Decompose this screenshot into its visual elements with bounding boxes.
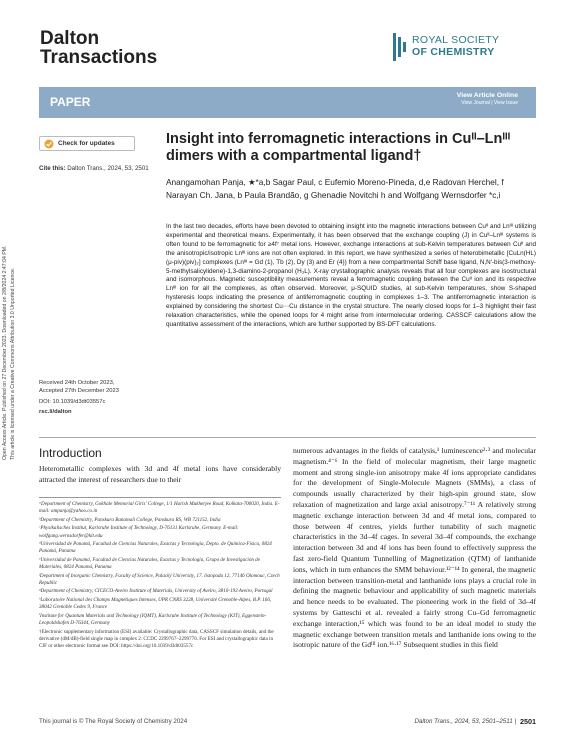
section-divider xyxy=(39,437,536,438)
article-dates xyxy=(39,379,159,417)
introduction-heading: Introduction xyxy=(39,446,102,460)
publisher-name xyxy=(412,34,499,58)
author-list: Anangamohan Panja, ★*a,b Sagar Paul, c Eufemio Moreno-Pineda, d,e Radovan Herchel, f Narayan Ch. Jana, b Paula Brandão, g Ghenadie Novitchi h and Wolfgang Wernsdorfer *c,i xyxy=(166,177,504,200)
check-for-updates-button[interactable] xyxy=(39,136,135,151)
affiliation-item: ᵈUniversidad de Panamá, Facultad de Ciencias Naturales, Exactas y Tecnología, Depto. de Química-Física, 0824 Panamá, Panama xyxy=(39,541,272,555)
open-access-line-2: This article is licensed under a Creative Commons Attribution 3.0 Unported Licence. xyxy=(10,267,16,460)
rsc-mark-icon xyxy=(392,33,406,61)
check-for-updates-label: Check for updates xyxy=(58,140,115,147)
view-article-online-link[interactable]: View Article Online xyxy=(456,92,518,99)
affiliation-item: ʰLaboratoire National des Champs Magnétiques Intenses, UPR CNRS 3228, Université Grenoble-Alpes, B.P. 166, 38042 Grenoble Cedex 9, France xyxy=(39,596,272,611)
cite-label: Cite this: xyxy=(39,165,66,172)
affiliation-item: ᶠDepartment of Inorganic Chemistry, Faculty of Science, Palacký University, 17. listopadu 12, 77146 Olomouc, Czech Republic xyxy=(39,572,280,587)
affiliation-item: ᵉUniversidad de Panamá, Facultad de Ciencias Naturales, Exactas y Tecnología, Grupo de Investigación de Materiales, 0824 Panamá, Panama xyxy=(39,556,260,571)
journal-name[interactable] xyxy=(40,29,157,67)
affiliation-item: ᵃDepartment of Chemistry, Gokhale Memorial Girls' College, 1/1 Harish Mukherjee Road, Kolkata-700020, India. E-mail: ampanja@yahoo.co.in xyxy=(39,501,280,515)
accepted-date: Accepted 27th December 2023 xyxy=(39,388,119,395)
cite-text: Dalton Trans., 2024, 53, 2501 xyxy=(67,165,149,172)
open-access-line-1: Open Access Article. Published on 27 December 2023. Downloaded on 2/8/2024 2:47:04 PM. xyxy=(2,245,8,460)
check-updates-icon xyxy=(44,139,54,149)
banner-links xyxy=(457,92,518,106)
affiliation-list xyxy=(39,501,281,652)
copyright-notice: This journal is © The Royal Society of Chemistry 2024 xyxy=(39,718,188,725)
publisher-logo[interactable] xyxy=(392,31,534,65)
received-date: Received 24th October 2023, xyxy=(39,380,115,386)
affiliation-item: ᵍDepartment of Chemistry, CICECO-Aveiro Institute of Materials, University of Aveiro, 3810-193 Aveiro, Portugal xyxy=(39,588,273,595)
affiliation-item: ⁱInstitute for Quantum Materials and Technology (IQMT), Karlsruhe Institute of Technology (KIT), Eggenstein-Leopoldshafen D-76344, Germany xyxy=(39,612,267,627)
publisher-line-1: ROYAL SOCIETY xyxy=(412,34,500,46)
affiliation-item: ᵇDepartment of Chemistry, Panskura Banamali College, Panskura RS, WB 721152, India xyxy=(39,516,221,523)
article-title: Insight into ferromagnetic interactions in Cuᴵᴵ–Lnᴵᴵᴵ dimers with a compartmental ligand† xyxy=(166,131,511,164)
journal-name-line-1: Dalton xyxy=(40,28,100,49)
open-access-note xyxy=(2,245,20,460)
journal-issue-links[interactable]: View Journal | View Issue xyxy=(461,100,518,106)
journal-name-line-2: Transactions xyxy=(40,47,158,68)
journal-citation: Dalton Trans., 2024, 53, 2501–2511 | xyxy=(414,718,516,725)
introduction-text-right: numerous advantages in the fields of catalysis,¹ luminescence²·³ and molecular magnetism.⁴⁻⁶ In the field of molecular magnetism, their large magnetic moment and strong single-ion anisotropy make 4f ions appropriate candidates for the development of Single-Molecule Magnets (SMMs), a class of compounds usually characterized by their high-spin ground state, slow relaxation of magnetization and large axial anisotropy.⁷⁻¹¹ A relatively strong magnetic exchange interaction between 3d and 4f metal ions, compared to those between 4f centres, yields further tunability of such magnetic characteristics in the 3d–4f cages. In several 3d–4f compounds, the exchange interaction between 3d and 4f ions has been found to effectively suppress the fast zero-field Quantum Tunnelling of Magnetization (QTM) of lanthanide ions, which in turn enhances the SMM behaviour.¹²⁻¹⁴ In general, the magnetic interaction between transition-metal and lanthanide ions plays a crucial role in defining the magnetic behaviour and applicability of such magnetic materials and hence needs to be evaluated. The pioneering work in the field of 3d–4f systems by Gatteschi et al. revealed a fairly strong Cu–Gd ferromagnetic exchange interaction,¹⁵ which was found to be an ideal model to study the magnetic exchange between transition metals and lanthanide ions owing to the isotropic nature of the Gdᴵᴵᴵ ion.¹⁶·¹⁷ Subsequent studies in this field xyxy=(293,446,536,650)
esi-note: †Electronic supplementary information (ESI) available: Crystallographic data, CASSCF simulation details, and the derivative (dM/dB)-field single map in complex 2. CCDC 2299767–2299770. For ESI and crystallographic data in CIF or other electronic format see DOI: https://doi.org/10.1039/d3dt03557c xyxy=(39,628,274,650)
doi-link[interactable]: DOI: 10.1039/d3dt03557c xyxy=(39,398,106,405)
article-type-banner xyxy=(39,87,536,118)
affiliation-divider xyxy=(39,497,281,498)
introduction-text-left: Heterometallic complexes with 3d and 4f metal ions have considerably attracted the interest of researchers due to their xyxy=(39,464,281,484)
citation xyxy=(39,165,149,173)
article-type-label: PAPER xyxy=(50,95,91,109)
journal-short-link[interactable]: rsc.li/dalton xyxy=(39,409,72,416)
page-number: 2501 xyxy=(520,717,536,726)
affiliation-item: ᶜPhysikalisches Institut, Karlsruhe Institute of Technology, D-76131 Karlsruhe, Germany. E-mail: wolfgang.wernsdorfer@kit.edu xyxy=(39,525,239,539)
publisher-line-2: OF CHEMISTRY xyxy=(412,46,495,58)
abstract: In the last two decades, efforts have been devoted to obtaining insight into the magnetic interactions between Cuᴵᴵ and Lnᴵᴵᴵ utilizing experimental and theoretical means. Experimentally, it has been observed that the exchange coupling (J) in Cuᴵᴵ–Lnᴵᴵᴵ systems is often found to be ferromagnetic for ≥4f⁷ metal ions. However, exchange interactions at sub-Kelvin temperatures between Cuᴵᴵ and the anisotropic/isotropic Lnᴵᴵᴵ ions are not often explored. In this report, we have synthesized a series of heterobimetallic [CuLn(HL)(μ-piv)(piv)₂] complexes (Lnᴵᴵᴵ = Gd (1), Tb (2), Dy (3) and Er (4)) from a new compartmental Schiff base ligand, N,N′-bis(3-methoxy-5-methylsalicylidene)-1,3-diamino-2-propanol (H₃L). X-ray crystallographic analysis reveals that all four complexes are isostructural and isomorphous. Magnetic susceptibility measurements reveal a ferromagnetic coupling between the Cuᴵᴵ ion and its respective Lnᴵᴵᴵ ion for all the complexes, as often observed. Moreover, μ-SQUID studies, at sub-Kelvin temperatures, show S-shaped hysteresis loops indicating the presence of antiferromagnetic coupling in complexes 1–3. The antiferromagnetic interaction is explained by considering the shortest Cu⋯Cu distance in the crystal structure. The nearly closed loops for 1–3 highlight their fast relaxation characteristics, while the opened loops for 4 might arise from intermolecular ordering. CASSCF calculations allow the quantitative assessment of the interactions, which are further supported by BS-DFT calculations. xyxy=(166,223,536,328)
